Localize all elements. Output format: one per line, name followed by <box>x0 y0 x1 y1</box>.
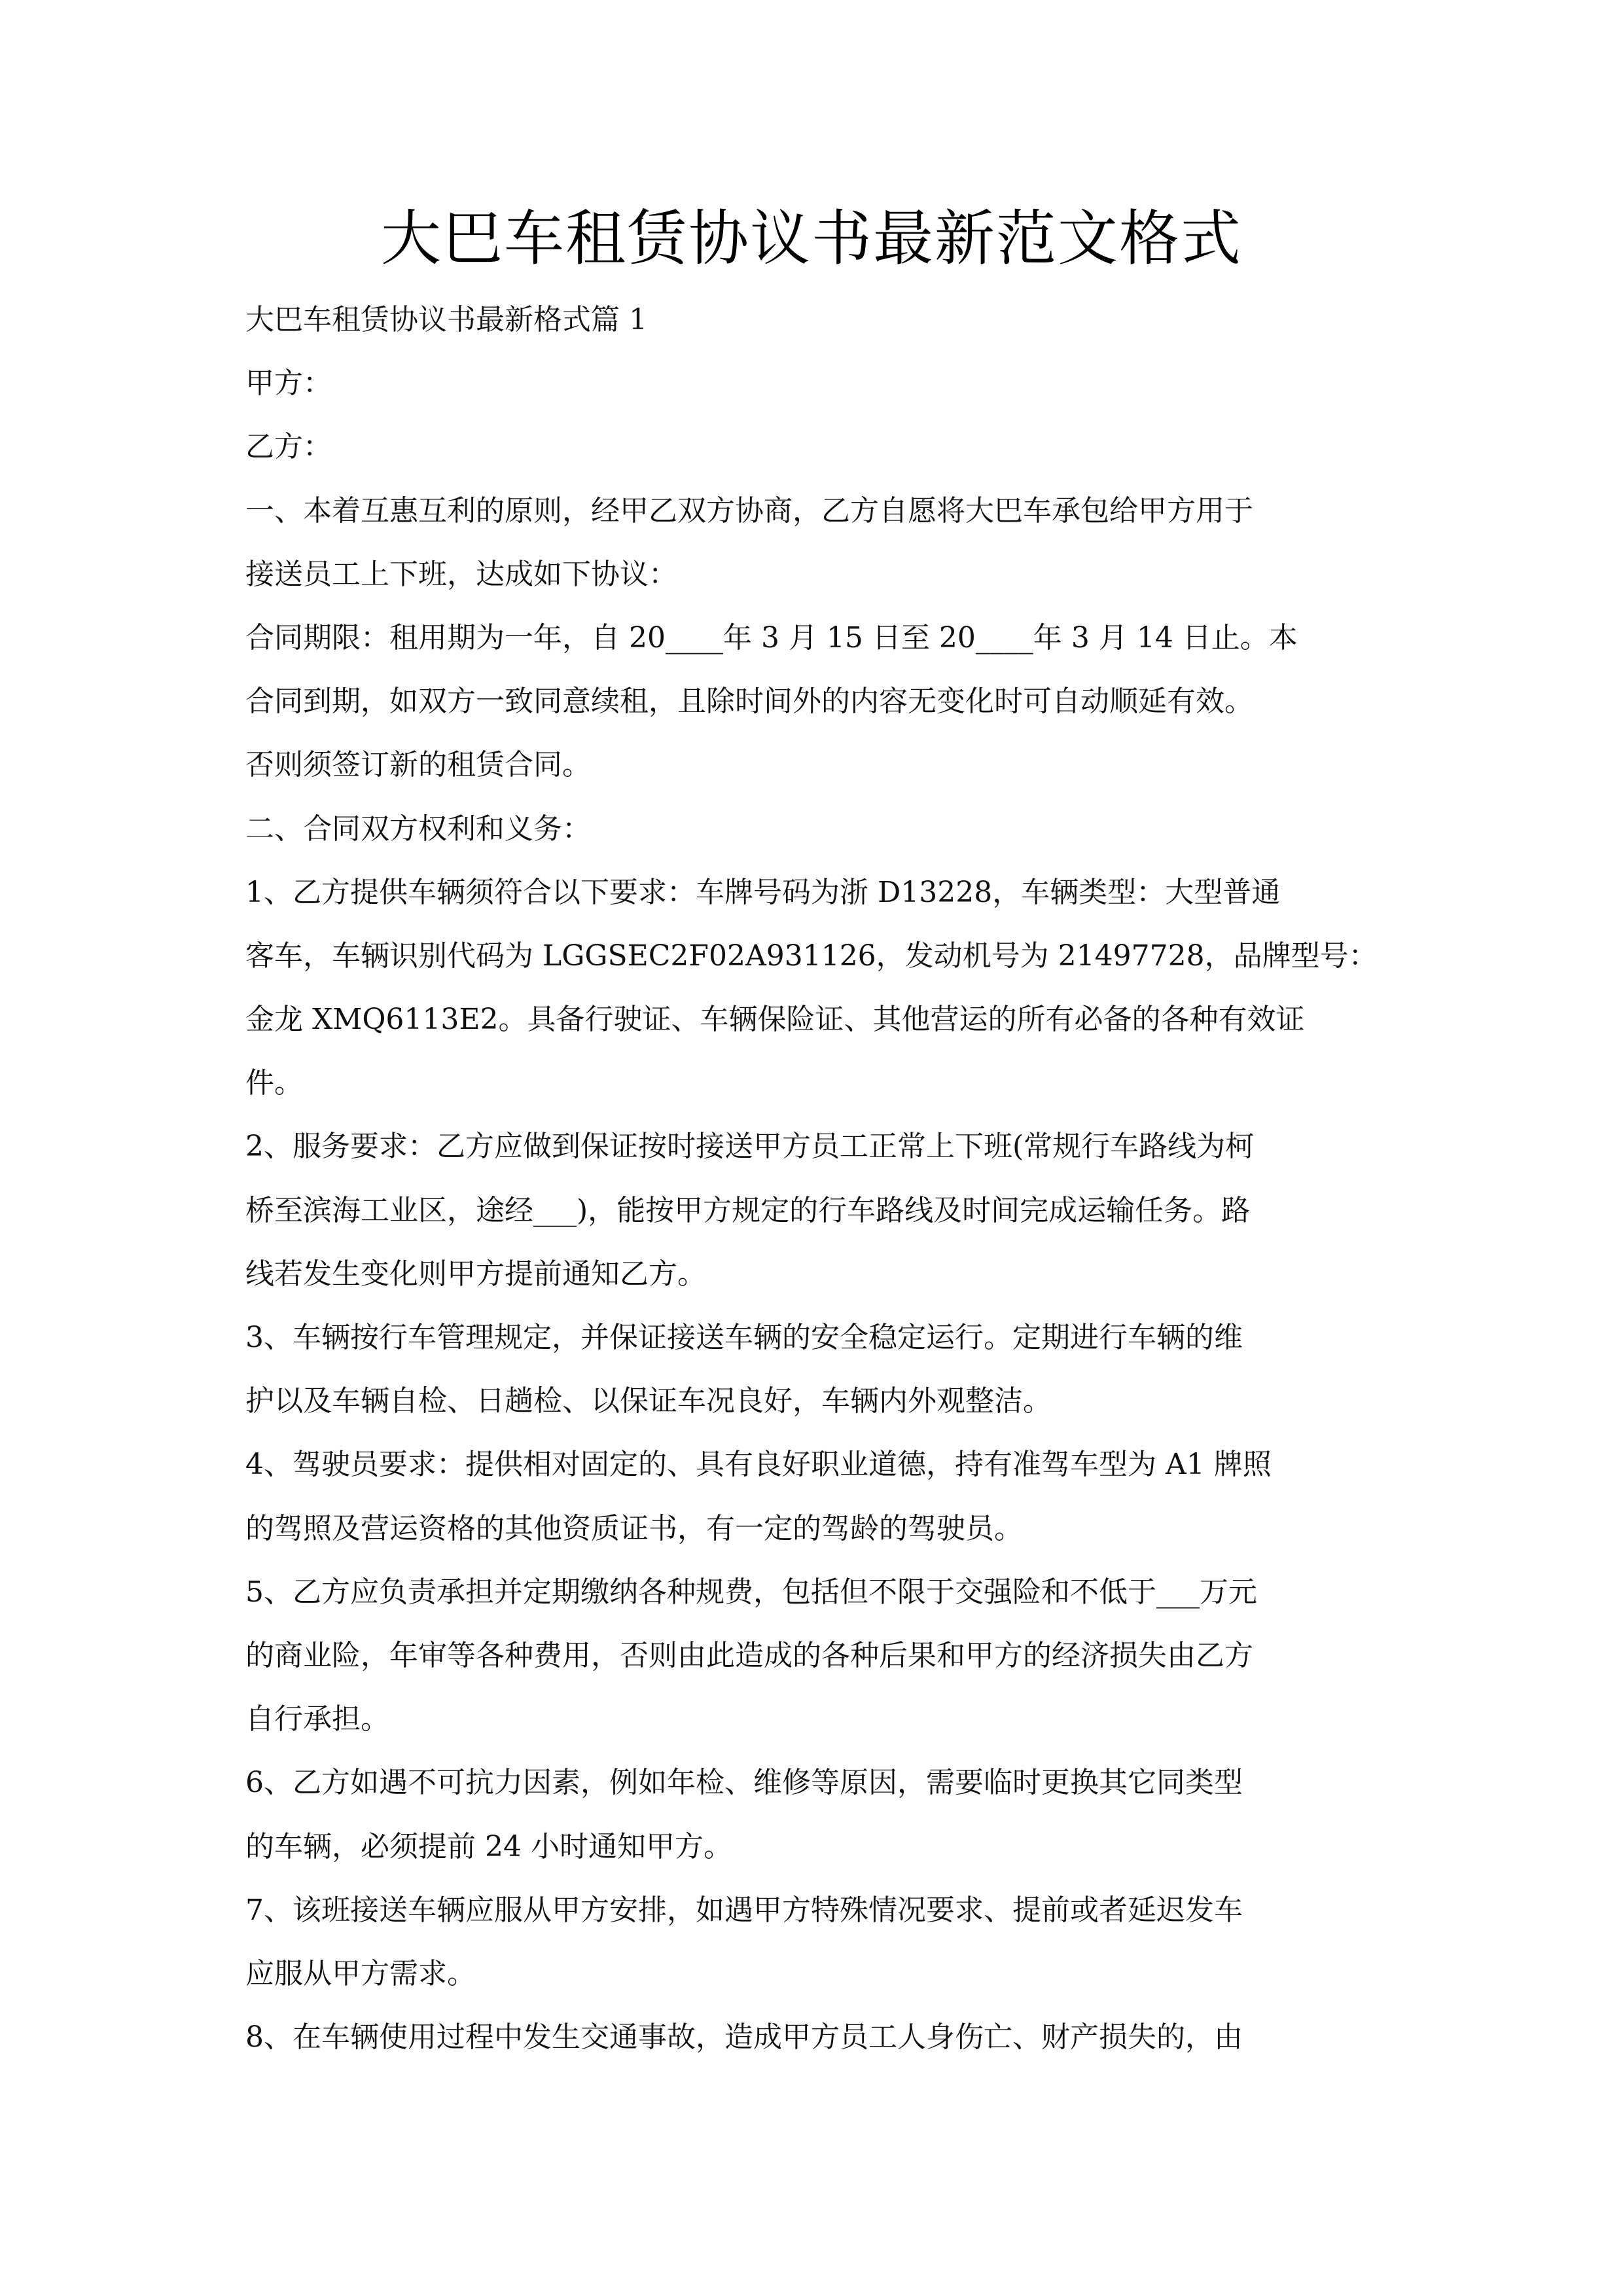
paragraph-line: 接送员工上下班，达成如下协议： <box>245 557 677 591</box>
clause-line: 6、乙方如遇不可抗力因素，例如年检、维修等原因，需要临时更换其它同类型 <box>245 1766 1243 1800</box>
clause-line: 5、乙方应负责承担并定期缴纳各种规费，包括但不限于交强险和不低于___万元 <box>245 1575 1257 1609</box>
party-a-line: 甲方： <box>245 367 332 401</box>
paragraph-line: 一、本着互惠互利的原则，经甲乙双方协商，乙方自愿将大巴车承包给甲方用于 <box>245 493 1253 528</box>
clause-line: 护以及车辆自检、日趟检、以保证车况良好，车辆内外观整洁。 <box>245 1384 1052 1418</box>
clause-line: 线若发生变化则甲方提前通知乙方。 <box>245 1257 706 1291</box>
clause-line: 应服从甲方需求。 <box>245 1956 476 1990</box>
clause-line: 3、车辆按行车管理规定，并保证接送车辆的安全稳定运行。定期进行车辆的维 <box>245 1321 1243 1354</box>
clause-line: 8、在车辆使用过程中发生交通事故，造成甲方员工人身伤亡、财产损失的，由 <box>245 2020 1243 2054</box>
paragraph-line: 否则须签订新的租赁合同。 <box>245 748 591 782</box>
paragraph-line: 合同到期，如双方一致同意续租，且除时间外的内容无变化时可自动顺延有效。 <box>245 685 1253 719</box>
clause-line: 1、乙方提供车辆须符合以下要求：车牌号码为浙 D13228，车辆类型：大型普通 <box>245 875 1281 909</box>
clause-line: 客车，车辆识别代码为 LGGSEC2F02A931126，发动机号为 21497728，品牌型号： <box>245 939 1378 973</box>
clause-line: 的驾照及营运资格的其他资质证书，有一定的驾龄的驾驶员。 <box>245 1511 1023 1545</box>
clause-line: 2、服务要求：乙方应做到保证按时接送甲方员工正常上下班(常规行车路线为柯 <box>245 1130 1255 1164</box>
document-body <box>245 288 1387 2069</box>
clause-line: 4、驾驶员要求：提供相对固定的、具有良好职业道德，持有准驾车型为 A1 牌照 <box>245 1448 1272 1482</box>
paragraph-line: 合同期限：租用期为一年，自 20____年 3 月 15 日至 20____年 3 月 14 日止。本 <box>245 620 1298 655</box>
clause-line: 自行承担。 <box>245 1702 389 1736</box>
subtitle-line: 大巴车租赁协议书最新格式篇 1 <box>245 303 647 336</box>
clause-line: 的车辆，必须提前 24 小时通知甲方。 <box>245 1829 732 1863</box>
party-b-line: 乙方： <box>245 430 332 464</box>
section-heading-line: 二、合同双方权利和义务： <box>245 812 591 846</box>
clause-line: 的商业险，年审等各种费用，否则由此造成的各种后果和甲方的经济损失由乙方 <box>245 1638 1253 1672</box>
document-title: 大巴车租赁协议书最新范文格式 <box>380 204 1242 274</box>
clause-line: 7、该班接送车辆应服从甲方安排，如遇甲方特殊情况要求、提前或者延迟发车 <box>245 1893 1243 1927</box>
clause-line: 件。 <box>245 1066 303 1100</box>
clause-line: 桥至滨海工业区，途经___)，能按甲方规定的行车路线及时间完成运输任务。路 <box>245 1193 1251 1227</box>
clause-line: 金龙 XMQ6113E2。具备行驶证、车辆保险证、其他营运的所有必备的各种有效证 <box>245 1003 1305 1037</box>
